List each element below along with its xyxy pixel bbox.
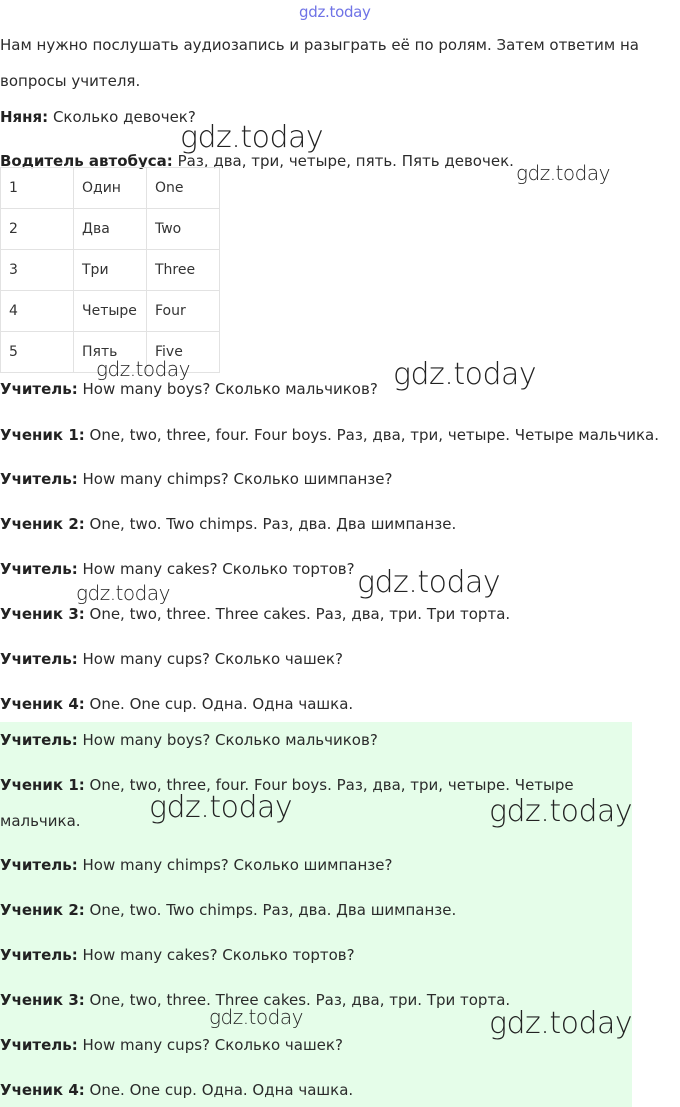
table-cell: 4 (1, 291, 74, 332)
watermark: gdz.today (489, 1006, 633, 1041)
line-text: How many chimps? Сколько шимпанзе? (77, 470, 393, 488)
speaker-label: Учитель: (0, 650, 78, 668)
watermark: gdz.today (149, 790, 293, 825)
table-cell: 5 (1, 332, 74, 373)
table-row (1, 332, 220, 373)
line-text: One. One cup. Одна. Одна чашка. (84, 1081, 354, 1099)
line-text: One, two, three. Three cakes. Раз, два, три. Три торта. (84, 991, 511, 1009)
line-text: One, two. Two chimps. Раз, два. Два шимпанзе. (84, 901, 457, 919)
dialogue-line (0, 515, 456, 533)
speaker-label: Учитель: (0, 946, 78, 964)
dialogue-line (0, 1081, 353, 1099)
dialogue-line (0, 1036, 343, 1054)
watermark: gdz.today (209, 1005, 303, 1029)
dialogue-line (0, 605, 510, 623)
dialogue-line (0, 991, 510, 1009)
table-cell: Пять (74, 332, 147, 373)
intro-text: вопросы учителя. (0, 72, 141, 90)
table-row (1, 168, 220, 209)
speaker-label: Ученик 1: (0, 426, 85, 444)
nanny-line (0, 108, 196, 126)
speaker-label: Учитель: (0, 731, 78, 749)
dialogue-line (0, 695, 353, 713)
speaker-label: Ученик 4: (0, 1081, 85, 1099)
line-text: How many cakes? Сколько тортов? (77, 946, 355, 964)
table-cell: One (147, 168, 220, 209)
line-text: How many chimps? Сколько шимпанзе? (77, 856, 393, 874)
speaker-label: Учитель: (0, 380, 78, 398)
line-text: Раз, два, три, четыре, пять. Пять девочек. (172, 152, 514, 170)
speaker-label: Ученик 3: (0, 605, 85, 623)
watermark: gdz.today (76, 581, 170, 605)
speaker-label: Ученик 4: (0, 695, 85, 713)
table-cell: Три (74, 250, 147, 291)
speaker-label: Учитель: (0, 560, 78, 578)
speaker-label: Учитель: (0, 470, 78, 488)
line-text: One. One cup. Одна. Одна чашка. (84, 695, 354, 713)
speaker-label: Ученик 3: (0, 991, 85, 1009)
watermark: gdz.today (96, 357, 190, 381)
numbers-table (0, 167, 220, 373)
table-row (1, 291, 220, 332)
line-text: One, two, three, four. Four boys. Раз, два, три, четыре. Четыре мальчика. (84, 426, 659, 444)
table-cell: Один (74, 168, 147, 209)
speaker-label: Ученик 1: (0, 776, 85, 794)
site-logo[interactable]: gdz.today (299, 3, 371, 21)
line-text: One, two, three, four. Four boys. Раз, два, три, четыре. Четыре (84, 776, 574, 794)
speaker-label: Учитель: (0, 1036, 78, 1054)
table-cell: Five (147, 332, 220, 373)
watermark: gdz.today (357, 565, 501, 600)
table-cell: 1 (1, 168, 74, 209)
speaker-label: Ученик 2: (0, 515, 85, 533)
dialogue-line (0, 650, 343, 668)
line-text: How many cups? Сколько чашек? (77, 650, 343, 668)
dialogue-line (0, 380, 378, 398)
dialogue-line (0, 470, 392, 488)
table-cell: Two (147, 209, 220, 250)
dialogue-line (0, 426, 659, 444)
intro-text: Нам нужно послушать аудиозапись и разыграть её по ролям. Затем ответим на (0, 36, 639, 54)
line-text: How many boys? Сколько мальчиков? (77, 731, 378, 749)
table-cell: 2 (1, 209, 74, 250)
line-text: One, two, three. Three cakes. Раз, два, три. Три торта. (84, 605, 511, 623)
table-cell: Three (147, 250, 220, 291)
speaker-label: Няня: (0, 108, 49, 126)
dialogue-line (0, 776, 574, 794)
dialogue-line (0, 560, 355, 578)
dialogue-line (0, 946, 355, 964)
line-text: How many boys? Сколько мальчиков? (77, 380, 378, 398)
dialogue-line (0, 856, 392, 874)
line-text: One, two. Two chimps. Раз, два. Два шимпанзе. (84, 515, 457, 533)
speaker-label: Учитель: (0, 856, 78, 874)
watermark: gdz.today (516, 161, 610, 185)
dialogue-line (0, 731, 378, 749)
table-cell: Два (74, 209, 147, 250)
table-row (1, 209, 220, 250)
dialogue-line (0, 901, 456, 919)
line-text: How many cakes? Сколько тортов? (77, 560, 355, 578)
speaker-label: Ученик 2: (0, 901, 85, 919)
watermark: gdz.today (180, 120, 324, 155)
table-cell: Четыре (74, 291, 147, 332)
watermark: gdz.today (489, 794, 633, 829)
table-row (1, 250, 220, 291)
line-text: How many cups? Сколько чашек? (77, 1036, 343, 1054)
table-cell: 3 (1, 250, 74, 291)
speaker-label: Водитель автобуса: (0, 152, 173, 170)
line-text-continuation: мальчика. (0, 812, 81, 830)
line-text: Сколько девочек? (48, 108, 196, 126)
watermark: gdz.today (393, 357, 537, 392)
table-cell: Four (147, 291, 220, 332)
